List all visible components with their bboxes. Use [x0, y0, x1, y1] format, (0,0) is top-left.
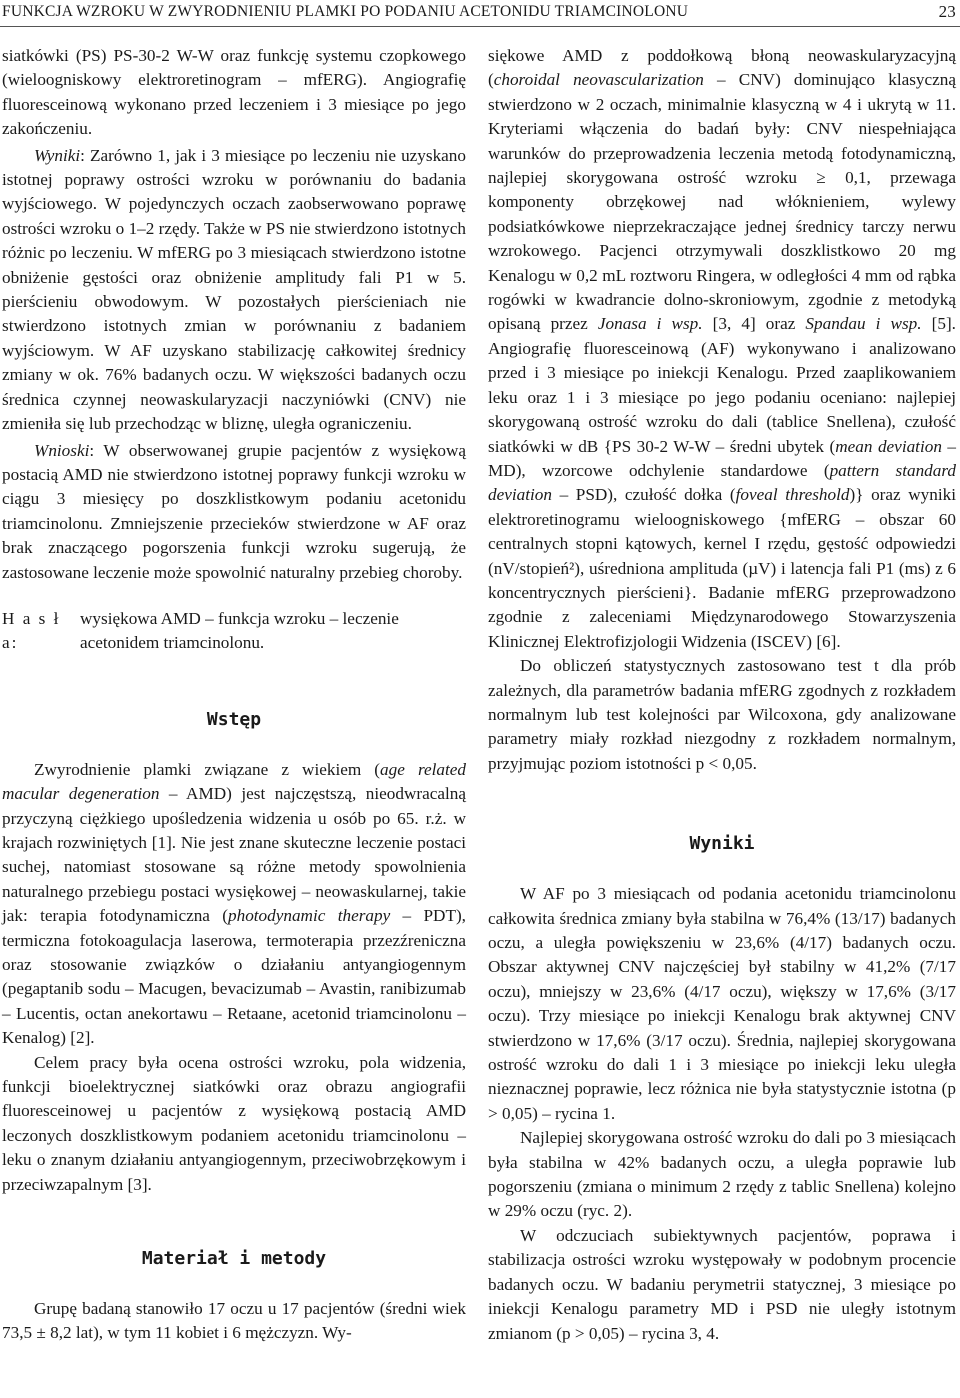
running-header	[0, 0, 960, 27]
methods-text-e: – MD), wzorcowe odchylenie standardowe (	[488, 436, 956, 480]
right-column	[488, 44, 956, 1346]
statistics-paragraph: Do obliczeń statystycznych zastosowano test t dla prób zależnych, dla parametrów badania mfERG zgodnych z rozkładem normalnym lub test kolejności par Wilcoxona, gdy analizowane parametry miały rozkład niezgodny z rozkładem normalnym, przyjmując poziom istotności p < 0,05.	[488, 656, 956, 773]
methods-italic-cnv: choroidal neovascularization	[493, 70, 704, 90]
abstract-results-paragraph	[2, 144, 466, 437]
intro-text-c: – PDT), termiczna fotokoagulacja laserowa, termoterapia przezźreniczna oraz stosowanie związków o działaniu antyangiogennym (pegaptanib sodu – Macugen, bevacizumab – Avastin, ranibizumab – Lucentis, octan anekortawu – Retaane, acetonid triamcinolonu – Kenalog) [2].	[2, 906, 466, 1048]
conclusions-lead: Wnioski	[34, 440, 90, 460]
methods-italic-foveal: foveal threshold	[735, 485, 850, 505]
intro-italic-pdt: photodynamic therapy	[228, 906, 391, 926]
page-number: 23	[938, 2, 956, 21]
methods-paragraph-1: Grupę badaną stanowiło 17 oczu u 17 pacjentów (średni wiek 73,5 ± 8,2 lat), w tym 11 kobiet i 6 mężczyzn. Wy-	[2, 1299, 466, 1343]
methods-text-c: [3, 4] oraz	[702, 314, 806, 334]
methods-italic-spandau: Spandau i wsp.	[805, 314, 922, 334]
methods-text-d: [5]. Angiografię fluoresceinową (AF) wykonywano i analizowano przed i 3 miesiące po iniekcji Kenalogu. Przed zaaplikowaniem leku oraz 1 i 3 miesiące po jego podaniu oceniano: najlepiej skorygowaną ostrość wzroku do dali (tablice Snellena), czułość siatkówki w dB {PS 30-2 W-W – średni ubytek (	[488, 314, 956, 456]
keywords-text: wysiękowa AMD – funkcja wzroku – leczenie acetonidem triamcinolonu.	[80, 608, 399, 653]
methods-italic-psd: pattern standard deviation	[488, 460, 957, 505]
methods-text-b: – CNV) dominująco klasyczną stwierdzono w 2 oczach, minimalnie klasyczną w 4 i ukrytą w 11. Kryteriami włączenia do badań były: CNV niespełniająca warunków do przeprowadzenia leczenia metodą fotodynamiczną, najlepiej skorygowana ostrość wzroku ≥ 0,1, przewaga komponenty obrzękowej nad włóknieniem, wylewy podsiatkówkowe nieprzekraczające jednej średnicy tarczy nerwu wzrokowego. Pacjenci otrzymywali doszklistkowo 20 mg Kenalogu w 0,2 mL roztworu Ringera, w odległości 4 mm od rąbka rogówki w kwadrancie dolno-skroniowym, zgodnie z metodyką opisaną przez	[488, 70, 956, 334]
left-column	[2, 44, 466, 1346]
keywords-label: H a s ł a:	[2, 608, 61, 653]
results-lead: Wyniki	[34, 145, 81, 165]
methods-text-g: )} oraz wyniki elektroretinogramu wieloogniskowego {mfERG – obszar 60 centralnych stopni kątowych, kernel I rzędu, gęstość odpowiedzi (nV/stopień²), uśredniona amplituda (µV) i latencja fali P1 (ms) z 6 koncentrycznych pierścieni}. Badanie mfERG przeprowadzono zgodnie z zaleceniami Międzynarodowego Stowarzyszenia Klinicznej Elektrofizjologii Widzenia (ISCEV) [6].	[488, 485, 957, 651]
abstract-conclusions-paragraph	[2, 439, 466, 585]
intro-italic-amd: age related macular degeneration	[2, 759, 466, 804]
methods-paragraph-2	[488, 44, 956, 654]
abstract-methods-paragraph: siatkówki (PS) PS-30-2 W-W oraz funkcję systemu czopkowego (wieloogniskowy elektroretinogram – mfERG). Angiografię fluoresceinową wykonano przed leczeniem i 3 miesiące po jego zakończeniu.	[2, 46, 466, 139]
section-heading-introduction: Wstęp	[206, 708, 262, 730]
section-heading-results: Wyniki	[689, 833, 755, 855]
methods-italic-jonas: Jonasa i wsp.	[597, 314, 703, 334]
results-text: : Zarówno 1, jak i 3 miesiące po leczeniu nie uzyskano istotnej poprawy ostrości wzroku w porównaniu do badania wyjściowego. W pojedynczych oczach zaobserwowano poprawę ostrości wzroku o 1–2 rzędy. Także w PS nie stwierdzono istotnych różnic po leczeniu. W mfERG po 3 miesiącach stwierdzono istotne obniżenie gęstości oraz obniżenie amplitudy fali P1 w 5. pierścieniu obwodowym. W pozostałych pierścieniach nie stwierdzono istotnych zmian w porównaniu z badaniem wyjściowym. W AF uzyskano stabilizację całkowitej średnicy zmiany w ok. 76% badanych oczu. W większości badanych oczu średnica czynnej neowaskularyzacji naczyniówki (CNV) nie zmieniła się lub przechodząc w bliznę, uległa ograniczeniu.	[2, 145, 466, 434]
section-heading-methods: Materiał i metody	[141, 1248, 327, 1270]
introduction-paragraph-1	[2, 758, 466, 1051]
results-paragraph-1: W AF po 3 miesiącach od podania acetonidu triamcinolonu całkowita średnica zmiany była stabilna w 76,4% (13/17) badanych oczu, a uległa powiększeniu w 23,6% (4/17) badanych oczu. Obszar aktywnej CNV najczęściej był stabilny w 41,2% (7/17 oczu), mniejszy w 23,6% (4/17 oczu), większy w 17,6% (3/17 oczu). Trzy miesiące po iniekcji Kenalogu brak aktywnej CNV stwierdzono w 17,6% (3/17 oczu). Średnia, najlepiej skorygowana ostrość wzroku do dali 1 i 3 miesiące po iniekcji leku uległa nieznacznej poprawie, lecz różnica nie była statystycznie istotna (p > 0,05) – rycina 1.	[488, 884, 956, 1123]
methods-text-f: – PSD), czułość dołka (	[551, 485, 736, 505]
results-paragraph-3: W odczuciach subiektywnych pacjentów, poprawa i stabilizacja ostrości wzroku występowały w podobnym procencie badanych oczu. W badaniu perymetrii statycznej, 3 miesiące po iniekcji Kenalogu parametry MD i PSD nie uległy istotnym zmianom (p > 0,05) – rycina 3, 4.	[488, 1225, 956, 1343]
running-title: FUNKCJA WZROKU W ZWYRODNIENIU PLAMKI PO PODANIU ACETONIDU TRIAMCINOLONU	[2, 3, 689, 20]
methods-italic-md: mean deviation	[835, 436, 942, 456]
conclusions-text: : W obserwowanej grupie pacjentów z wysiękową postacią AMD nie stwierdzono istotnej poprawy funkcji wzroku w ciągu 3 miesięcy po doszklistkowym podaniu acetonidu triamcinolonu. Zmniejszenie przecieków stwierdzone w AF oraz brak znaczącego pogorszenia funkcji wzroku sugerują, że zastosowane leczenie może spowolnić naturalny przebieg choroby.	[2, 440, 466, 582]
intro-text-b: – AMD) jest najczęstszą, nieodwracalną przyczyną ciężkiego upośledzenia widzenia u osób po 65. r.ż. w krajach rozwiniętych [1]. Nie jest znane skuteczne leczenie postaci suchej, natomiast stosowane są różne metody spowolnienia naturalnego przebiegu postaci wysiękowej – neowaskularnej, takie jak: terapia fotodynamiczna (	[2, 784, 466, 926]
methods-text-a: siękowe AMD z poddołkową błoną neowaskularyzacyjną (	[488, 46, 956, 90]
intro-text-a: Zwyrodnienie plamki związane z wiekiem (	[34, 759, 381, 779]
introduction-paragraph-2: Celem pracy była ocena ostrości wzroku, pola widzenia, funkcji bioelektrycznej siatkówki oraz obrazu angiografii fluoresceinowej u pacjentów z wysiękową postacią AMD leczonych doszklistkowym podaniem acetonidu triamcinolonu – leku o znanym działaniu antyangiogennym, przeciwobrzękowym i przeciwzapalnym [3].	[2, 1052, 466, 1194]
keywords	[2, 607, 466, 656]
results-paragraph-2: Najlepiej skorygowana ostrość wzroku do dali po 3 miesiącach była stabilna w 42% badanych oczu, a uległa poprawie lub pogorszeniu (zmiana o minimum 2 rzędy z tablic Snellena) kolejno w 29% oczu (ryc. 2).	[488, 1128, 956, 1221]
